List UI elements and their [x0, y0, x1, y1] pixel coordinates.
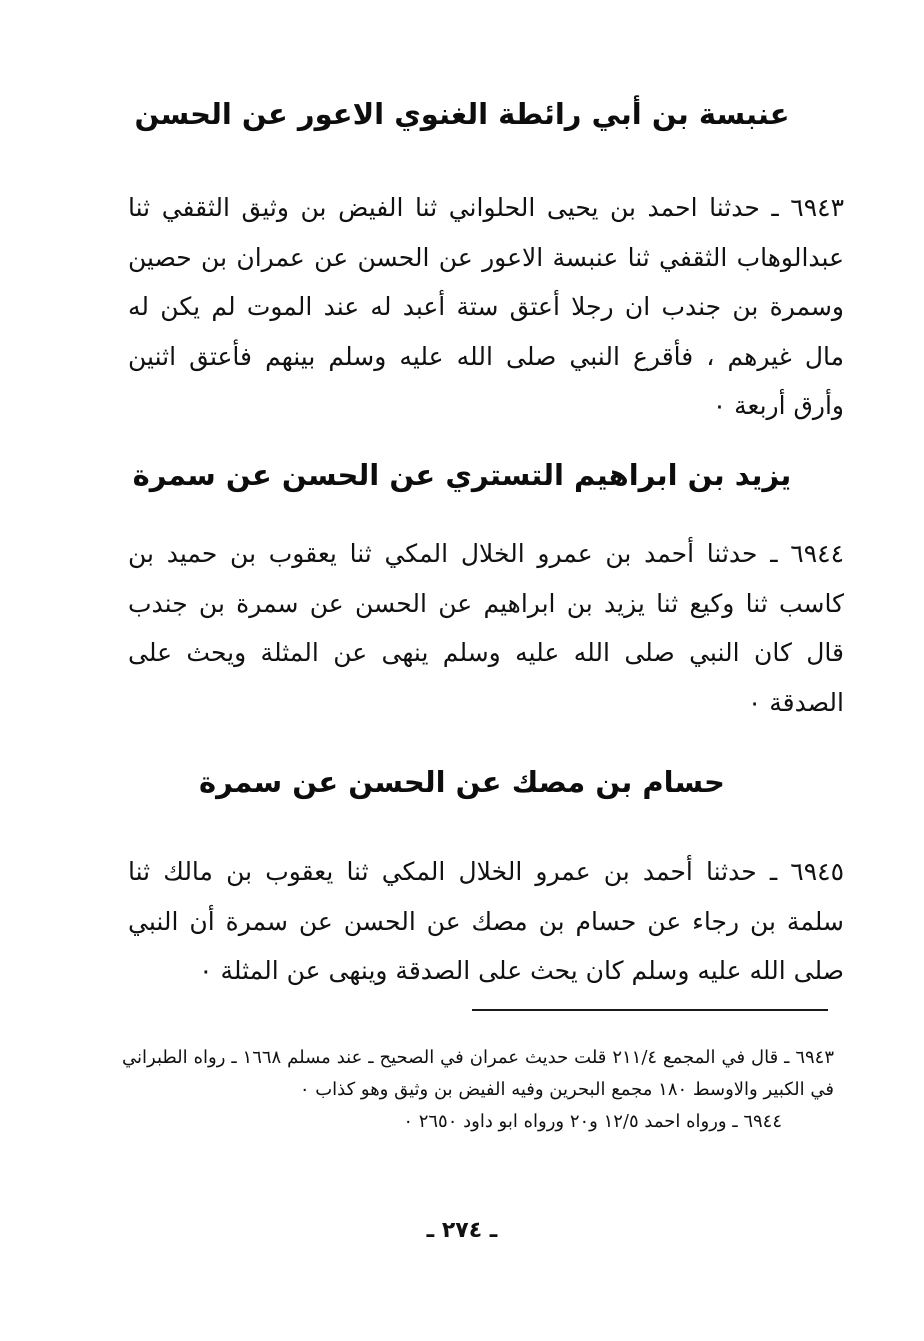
- hadith-text: [128, 183, 844, 431]
- footnotes: [122, 1042, 834, 1138]
- hadith-paragraph: ٦٩٤٣ ـ حدثنا احمد بن يحيى الحلواني ثنا الفيض بن وثيق الثقفي ثنا عبدالوهاب الثقفي ثنا عنبسة الاعور عن الحسن عن عمران بن حصين وسمرة بن جندب ان رجلا أعتق ستة أعبد له عند الموت لم يكن له مال غيرهم ، فأقرع النبي صلى الله عليه وسلم بينهم فأعتق اثنين وأرق أربعة ٠: [128, 193, 844, 420]
- section-heading: يزيد بن ابراهيم التستري عن الحسن عن سمرة: [132, 458, 792, 492]
- hadith-text: [128, 529, 844, 727]
- hadith-paragraph: ٦٩٤٤ ـ حدثنا أحمد بن عمرو الخلال المكي ثنا يعقوب بن حميد بن كاسب ثنا وكيع ثنا يزيد بن ابراهيم عن الحسن عن سمرة بن جندب قال كان النبي صلى الله عليه وسلم ينهى عن المثلة ويحث على الصدقة ٠: [128, 539, 844, 717]
- section-heading: عنبسة بن أبي رائطة الغنوي الاعور عن الحسن: [134, 97, 790, 131]
- footnote: ٦٩٤٤ ـ ورواه احمد ١٢/٥ و٢٠ ورواه ابو داود ٢٦٥٠ ٠: [403, 1111, 782, 1132]
- section-heading: حسام بن مصك عن الحسن عن سمرة: [199, 765, 725, 799]
- footnote-separator: [472, 1009, 828, 1011]
- hadith-paragraph: ٦٩٤٥ ـ حدثنا أحمد بن عمرو الخلال المكي ثنا يعقوب بن مالك ثنا سلمة بن رجاء عن حسام بن مصك عن الحسن عن سمرة أن النبي صلى الله عليه وسلم كان يحث على الصدقة وينهى عن المثلة ٠: [128, 857, 844, 985]
- hadith-text: [128, 847, 844, 996]
- page-number: ـ ٢٧٤ ـ: [426, 1218, 498, 1243]
- footnote: ٦٩٤٣ ـ قال في المجمع ٢١١/٤ قلت حديث عمران في الصحيح ـ عند مسلم ١٦٦٨ ـ رواه الطبراني في الكبير والاوسط ١٨٠ مجمع البحرين وفيه الفيض بن وثيق وهو كذاب ٠: [122, 1047, 834, 1100]
